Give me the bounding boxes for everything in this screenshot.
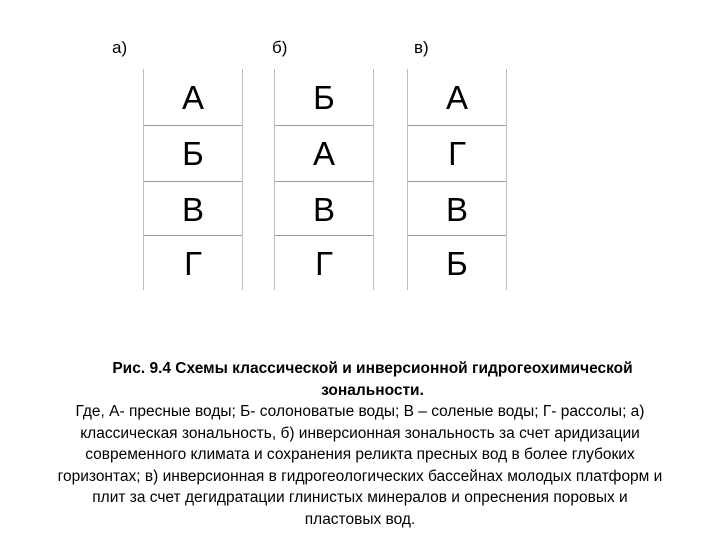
scheme-b-layer-2: А (312, 134, 335, 172)
zonality-scheme-b (274, 69, 374, 290)
scheme-a-layer-4: Г (184, 244, 202, 282)
scheme-v-divider-2 (408, 181, 506, 182)
scheme-v-layer-2: Г (448, 134, 466, 172)
scheme-b-layer-4: Г (315, 244, 333, 282)
zonality-scheme-a (143, 69, 243, 290)
scheme-v-layer-4: Б (446, 244, 468, 282)
scheme-a-divider-3 (144, 235, 242, 236)
scheme-a-divider-2 (144, 181, 242, 182)
scheme-b-layer-1: Б (313, 78, 335, 116)
scheme-a-layer-1: А (181, 78, 204, 116)
column-label-b: б) (272, 38, 288, 57)
caption-line-2: классическая зональность, б) инверсионная зональность за счет аридизации (80, 424, 640, 442)
caption-line-5: плит за счет дегидратации глинистых минералов и опреснения поровых и (92, 489, 628, 506)
column-label-v: в) (414, 38, 429, 57)
caption-title-line-2: зональности. (321, 381, 424, 399)
scheme-v-divider-3 (408, 235, 506, 236)
scheme-b-divider-3 (275, 235, 373, 236)
scheme-a-layer-3: В (181, 190, 204, 228)
scheme-b-layer-3: В (312, 190, 335, 228)
scheme-v-layer-1: А (445, 78, 468, 116)
caption-line-1: Где, А- пресные воды; Б- солоноватые воды; В – соленые воды; Г- рассолы; а) (75, 403, 645, 420)
scheme-a-layer-2: Б (182, 134, 204, 172)
scheme-b-divider-1 (275, 125, 373, 126)
scheme-v-divider-1 (408, 125, 506, 126)
caption-line-3: современного климата и сохранения реликта пресных вод в более глубоких (85, 446, 635, 463)
figure-caption (0, 358, 720, 530)
scheme-b-divider-2 (275, 181, 373, 182)
caption-line-6: пластовых вод. (304, 510, 416, 528)
zonality-scheme-v (407, 69, 507, 290)
caption-line-4: горизонтах; в) инверсионная в гидрогеологических бассейнах молодых платформ и (57, 467, 663, 485)
scheme-v-layer-3: В (445, 190, 468, 228)
caption-title-line-1: Рис. 9.4 Схемы классической и инверсионной гидрогеохимической (112, 360, 633, 377)
scheme-a-divider-1 (144, 125, 242, 126)
column-label-a: а) (112, 38, 128, 57)
